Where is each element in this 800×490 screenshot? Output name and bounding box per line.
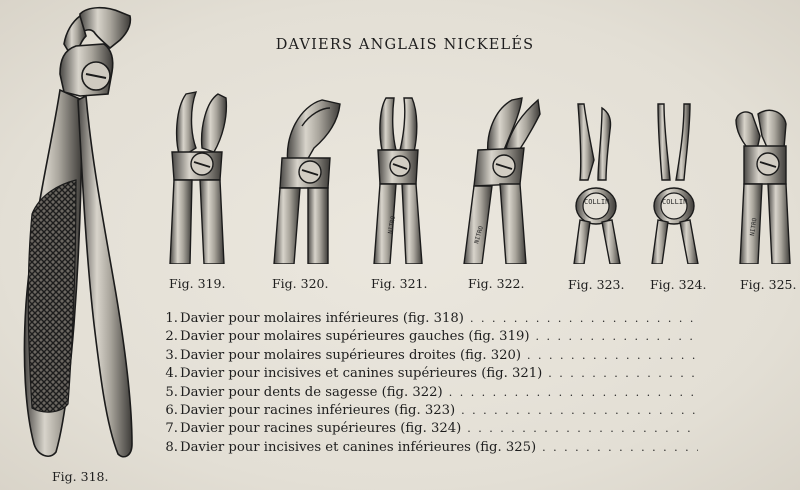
fig-322-caption: Fig. 322.: [468, 276, 525, 291]
forceps-322-illustration: [460, 94, 544, 264]
fig-321-caption: Fig. 321.: [371, 276, 428, 291]
forceps-321-illustration: [370, 94, 426, 264]
forceps-320-illustration: [266, 96, 346, 264]
item-text: Davier pour molaires supérieures droites (fig. 320): [180, 347, 522, 363]
page-title: DAVIERS ANGLAIS NICKELÉS: [275, 37, 535, 53]
list-item: 1. Davier pour molaires inférieures (fig. 318) . . .: [158, 311, 718, 329]
fig-320-caption: Fig. 320.: [272, 276, 329, 291]
item-text: Davier pour molaires supérieures gauches (fig. 319): [180, 329, 530, 345]
fig-324-caption: Fig. 324.: [650, 277, 707, 292]
forceps-318-illustration: [20, 4, 140, 466]
fig-325-caption: Fig. 325.: [740, 277, 797, 292]
list-item: 6. Davier pour racines inférieures (fig. 323) . . .: [158, 403, 718, 421]
forceps-319-illustration: [160, 88, 230, 264]
list-item: 8. Davier pour incisives et canines inférieures (fig. 325) . . .: [158, 440, 718, 458]
item-text: Davier pour dents de sagesse (fig. 322): [180, 384, 443, 400]
list-item: 2. Davier pour molaires supérieures gauches (fig. 319) . . .: [158, 329, 718, 347]
collin-stamp: COLLIN: [662, 198, 688, 206]
item-text: Davier pour racines inférieures (fig. 323): [180, 402, 456, 418]
forceps-325-illustration: [730, 106, 796, 264]
fig-323-caption: Fig. 323.: [568, 277, 625, 292]
nitro-stamp: NITRO: [473, 225, 485, 245]
nitro-stamp: NITRO: [749, 217, 759, 237]
forceps-323-illustration: [568, 100, 626, 264]
fig-318-caption: Fig. 318.: [52, 469, 109, 484]
item-text: Davier pour molaires inférieures (fig. 318): [180, 311, 464, 326]
fig-319-caption: Fig. 319.: [169, 276, 226, 291]
forceps-324-illustration: [646, 100, 704, 264]
list-item: 4. Davier pour incisives et canines supérieures (fig. 321) . . .: [158, 366, 718, 384]
item-text: Davier pour incisives et canines supérieures (fig. 321): [180, 366, 543, 382]
list-item: 3. Davier pour molaires supérieures droites (fig. 320) . . .: [158, 348, 718, 366]
collin-stamp: COLLIN: [584, 198, 610, 206]
forceps-list: [158, 311, 718, 458]
nitro-stamp: NITRO: [387, 215, 398, 235]
list-item: 7. Davier pour racines supérieures (fig. 324) . . .: [158, 421, 718, 439]
item-text: Davier pour racines supérieures (fig. 324): [180, 421, 462, 437]
list-item: 5. Davier pour dents de sagesse (fig. 322) . . .: [158, 385, 718, 403]
item-text: Davier pour incisives et canines inférieures (fig. 325): [180, 439, 537, 455]
